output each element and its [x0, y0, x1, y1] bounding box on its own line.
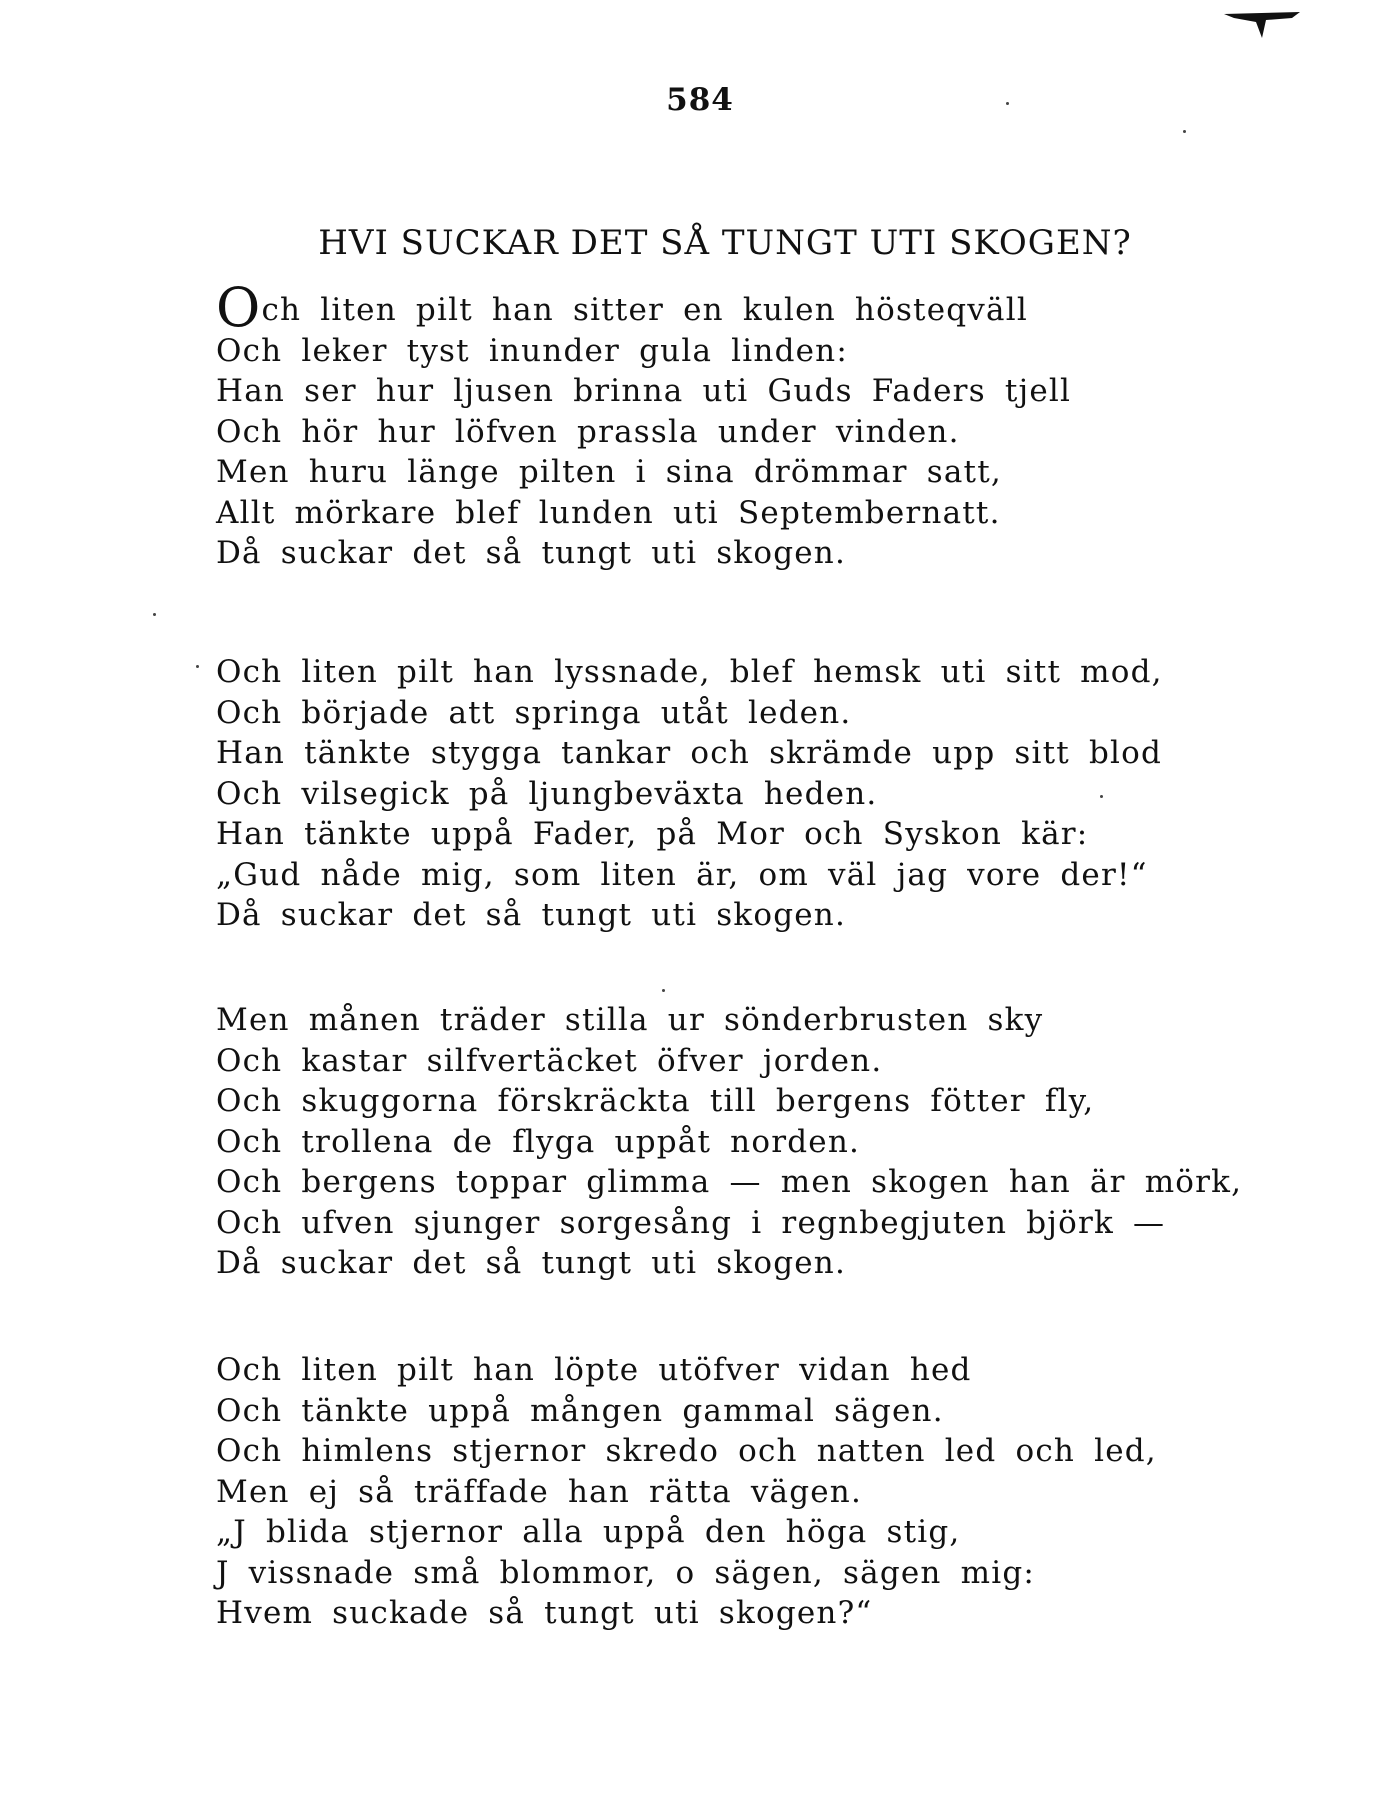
poem-line: Och vilsegick på ljungbeväxta heden. — [216, 775, 878, 812]
poem-line: Han tänkte uppå Fader, på Mor och Syskon kär: — [216, 816, 1089, 852]
poem-line: Men månen träder stilla ur sönderbrusten sky — [216, 1002, 1044, 1038]
poem-line: Och började att springa utåt leden. — [216, 694, 852, 731]
poem-line: Men ej så träffade han rätta vägen. — [216, 1473, 863, 1510]
print-speck — [153, 613, 156, 616]
poem-line: Men huru länge pilten i sina drömmar satt, — [216, 454, 1002, 490]
poem-line: Hvem suckade så tungt uti skogen?“ — [216, 1595, 873, 1631]
poem-line-text: ch liten pilt han sitter en kulen hösteqväll — [261, 292, 1028, 328]
print-speck — [196, 665, 199, 668]
poem-line: Och bergens toppar glimma — men skogen han är mörk, — [216, 1164, 1243, 1200]
page-number: 584 — [666, 82, 734, 118]
poem-line: Allt mörkare blef lunden uti Septembernatt. — [216, 494, 1001, 531]
stanza-4 — [216, 1350, 1226, 1634]
poem-line: Då suckar det så tungt uti skogen. — [216, 897, 847, 933]
poem-line: Och liten pilt han lyssnade, blef hemsk uti sitt mod, — [216, 654, 1163, 690]
print-speck — [1006, 102, 1009, 105]
print-speck — [662, 989, 665, 992]
poem-line: Då suckar det så tungt uti skogen. — [216, 1245, 847, 1281]
poem-line: „Gud nåde mig, som liten är, om väl jag vore der!“ — [216, 856, 1148, 893]
corner-ink-mark — [1222, 8, 1302, 42]
poem-line: Och kastar silfvertäcket öfver jorden. — [216, 1042, 883, 1079]
poem-line: Och leker tyst inunder gula linden: — [216, 332, 848, 369]
poem-line: „J blida stjernor alla uppå den höga stig, — [216, 1514, 961, 1550]
poem-line: Då suckar det så tungt uti skogen. — [216, 535, 847, 571]
poem-title: HVI SUCKAR DET SÅ TUNGT UTI SKOGEN? — [318, 223, 1132, 263]
print-speck — [1183, 130, 1186, 133]
poem-line: Han tänkte stygga tankar och skrämde upp sitt blod — [216, 735, 1163, 771]
stanza-1 — [216, 276, 1226, 574]
poem-line: Och trollena de flyga uppåt norden. — [216, 1123, 861, 1160]
print-speck — [1100, 795, 1103, 798]
poem-line: Och tänkte uppå mången gammal sägen. — [216, 1392, 944, 1429]
drop-capital: O — [216, 276, 262, 339]
stanza-3 — [216, 1000, 1243, 1284]
poem-line: J vissnade små blommor, o sägen, sägen mig: — [216, 1554, 1036, 1591]
poem-line: Och hör hur löfven prassla under vinden. — [216, 413, 960, 450]
stanza-2 — [216, 652, 1226, 936]
poem-line — [216, 276, 1226, 339]
poem-line: Han ser hur ljusen brinna uti Guds Faders tjell — [216, 373, 1072, 409]
poem-line: Och ufven sjunger sorgesång i regnbegjuten björk — — [216, 1204, 1166, 1241]
poem-line: Och liten pilt han löpte utöfver vidan hed — [216, 1352, 972, 1388]
poem-line: Och skuggorna förskräckta till bergens fötter fly, — [216, 1083, 1095, 1119]
poem-line: Och himlens stjernor skredo och natten led och led, — [216, 1433, 1157, 1469]
